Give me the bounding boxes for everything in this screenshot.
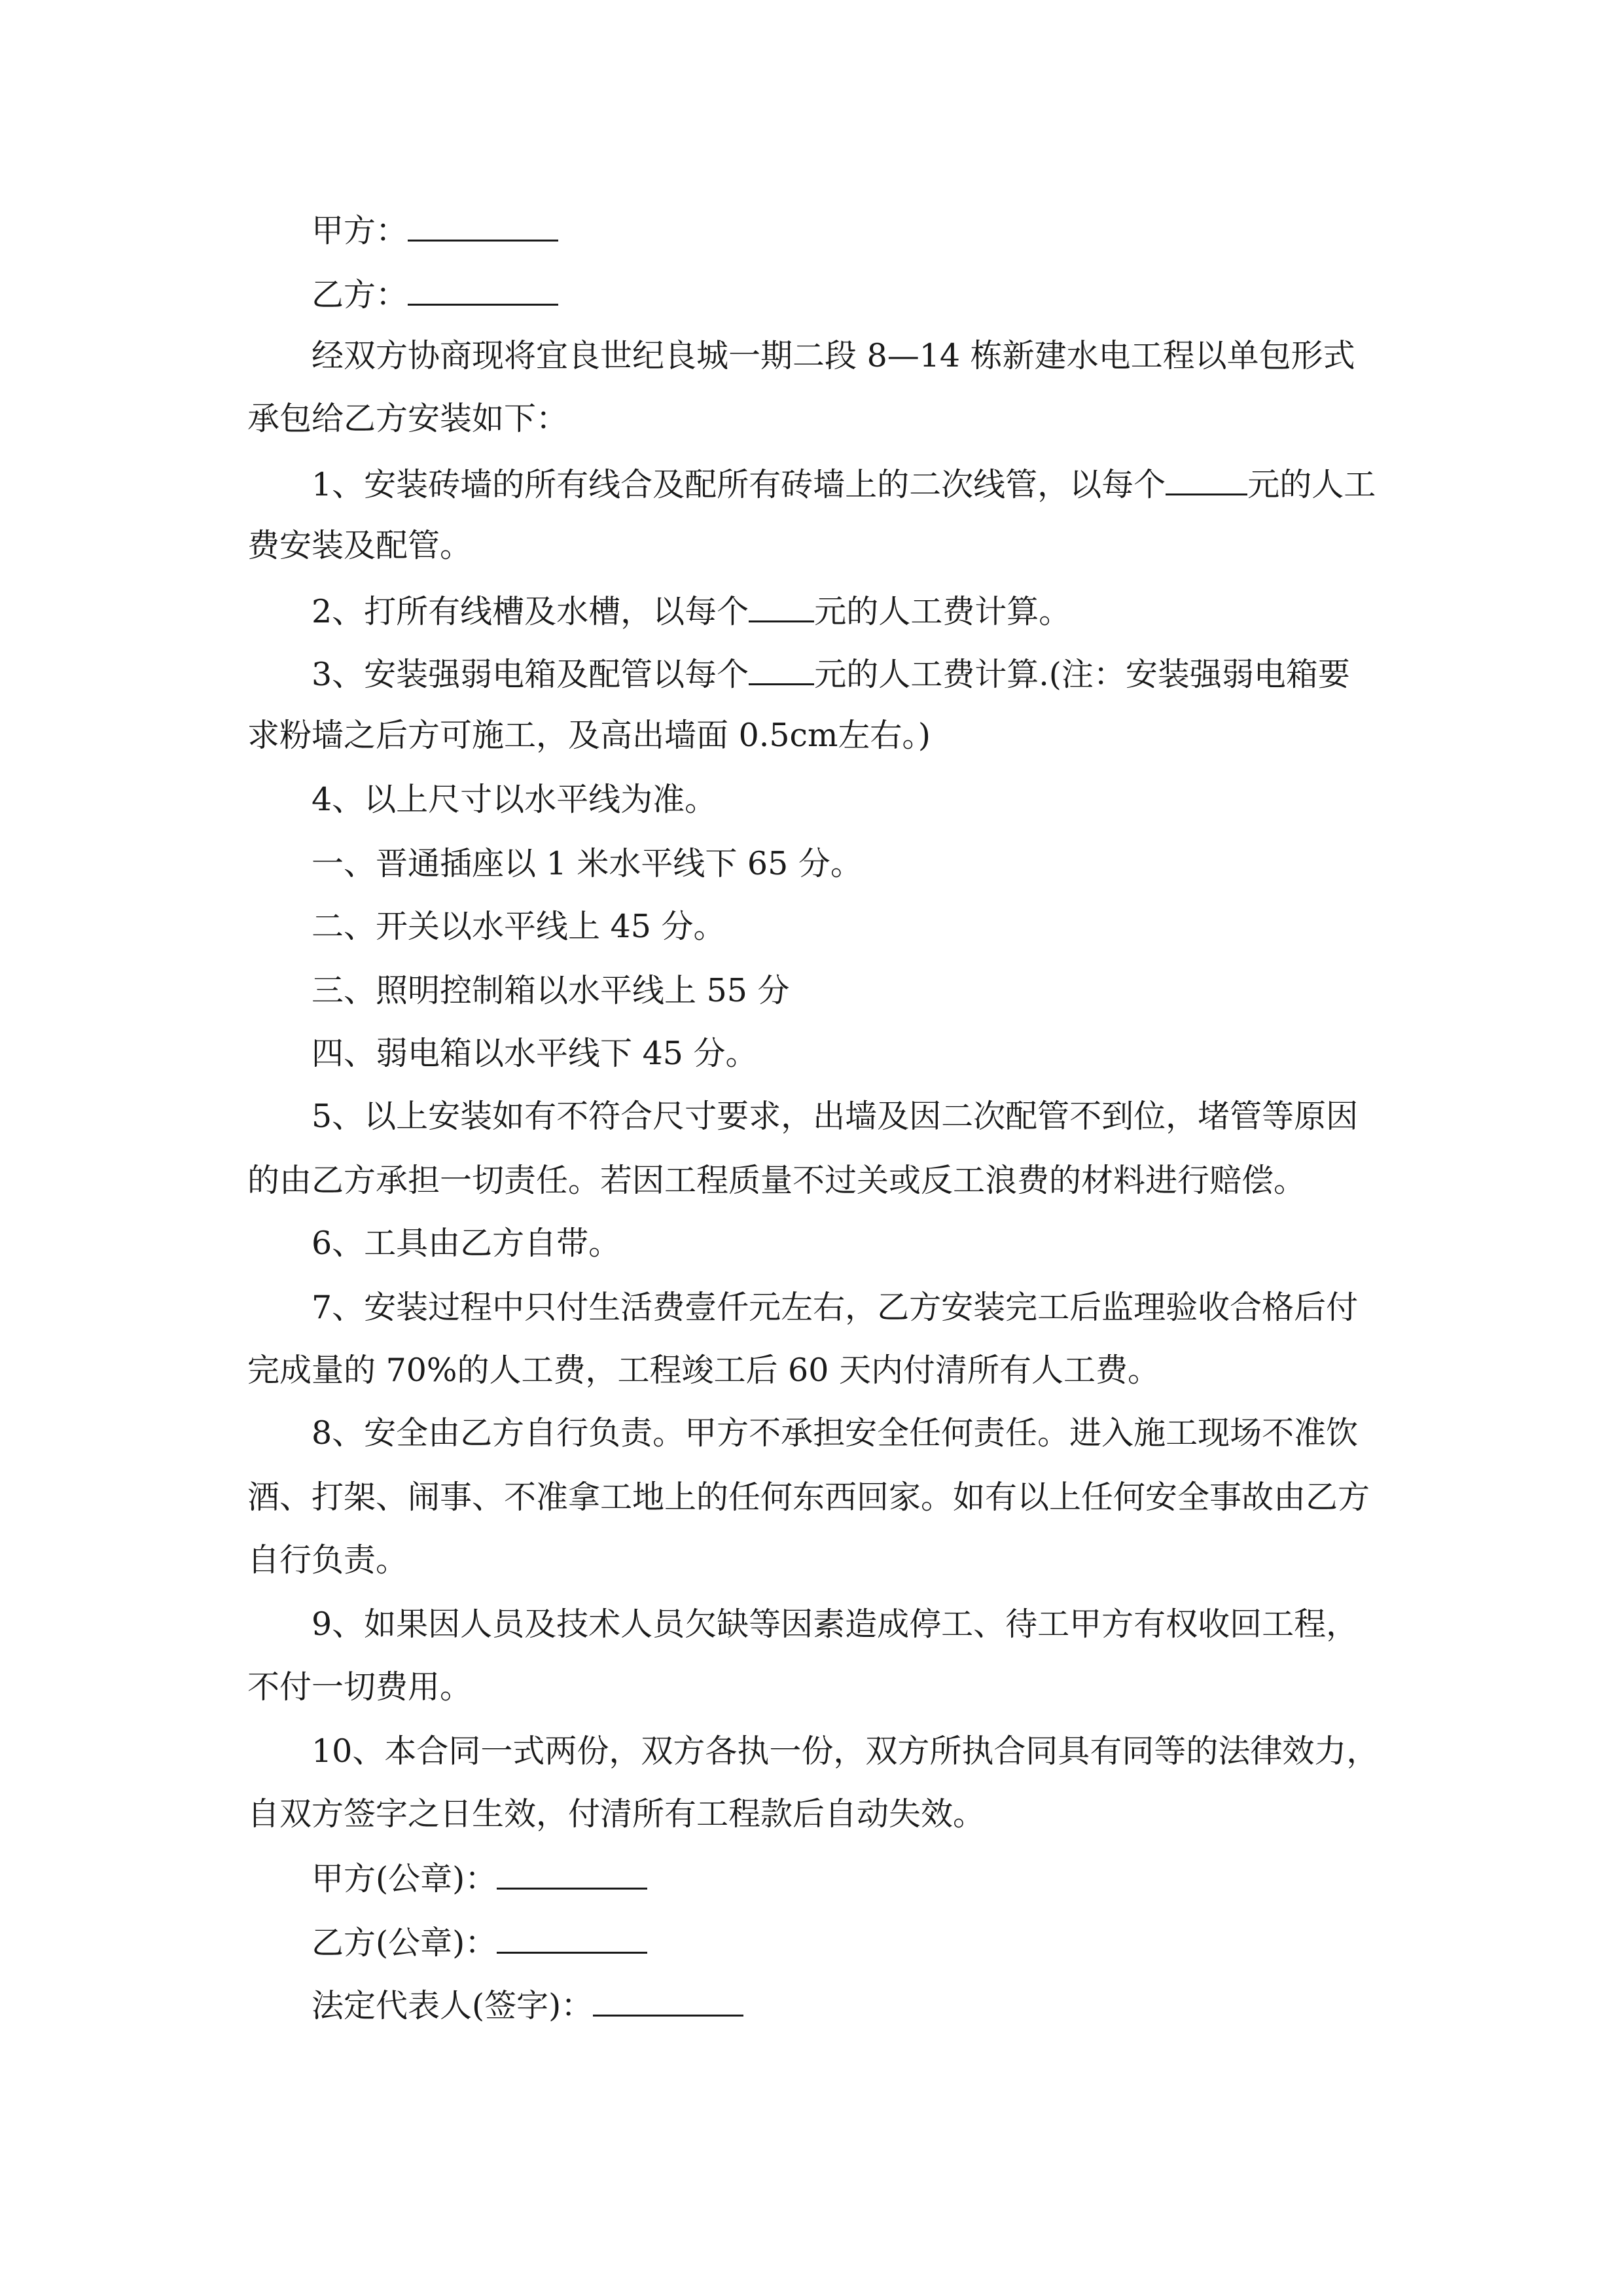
clause-2-text-b: 元的人工费计算。	[814, 593, 1071, 630]
sub-item-4: 四、弱电箱以水平线下 45 分。	[312, 1035, 758, 1072]
party-b-seal-label: 乙方(公章)：	[312, 1924, 497, 1962]
clause-1-line-2: 费安装及配管。	[247, 527, 473, 564]
intro-line-1: 经双方协商现将宜良世纪良城一期二段 8—14 栋新建水电工程以单包形式	[312, 337, 1355, 374]
clause-1-text-b: 元的人工	[1247, 466, 1376, 503]
clause-5-line-1: 5、以上安装如有不符合尺寸要求，出墙及因二次配管不到位，堵管等原因	[312, 1098, 1359, 1135]
party-a-line	[312, 209, 558, 249]
sub-item-3: 三、照明控制箱以水平线上 55 分	[312, 972, 790, 1009]
party-b-seal-line	[312, 1922, 647, 1961]
sub-item-2: 二、开关以水平线上 45 分。	[312, 908, 726, 945]
clause-10-line-1: 10、本合同一式两份，双方各执一份，双方所执合同具有同等的法律效力，	[312, 1732, 1379, 1770]
party-a-blank	[408, 209, 558, 242]
clause-2-blank	[749, 590, 814, 622]
party-b-seal-blank	[497, 1922, 647, 1954]
clause-1-line-1	[312, 463, 1376, 503]
clause-5-line-2: 的由乙方承担一切责任。若因工程质量不过关或反工浪费的材料进行赔偿。	[247, 1162, 1306, 1199]
clause-2-line	[312, 590, 1071, 630]
clause-4-line: 4、以上尺寸以水平线为准。	[312, 781, 717, 818]
clause-3-line-1	[312, 653, 1350, 692]
clause-8-line-3: 自行负责。	[247, 1541, 408, 1579]
clause-7-line-1: 7、安装过程中只付生活费壹仟元左右，乙方安装完工后监理验收合格后付	[312, 1289, 1359, 1326]
clause-1-text-a: 1、安装砖墙的所有线合及配所有砖墙上的二次线管，以每个	[312, 466, 1166, 503]
party-b-blank	[408, 274, 558, 306]
clause-10-line-2: 自双方签字之日生效，付清所有工程款后自动失效。	[247, 1795, 986, 1833]
legal-rep-blank	[593, 1984, 743, 2017]
clause-7-line-2: 完成量的 70%的人工费，工程竣工后 60 天内付清所有人工费。	[247, 1352, 1160, 1389]
party-a-seal-label: 甲方(公章)：	[312, 1860, 497, 1897]
clause-2-text-a: 2、打所有线槽及水槽，以每个	[312, 593, 749, 630]
clause-3-text-a: 3、安装强弱电箱及配管以每个	[312, 656, 749, 693]
sub-item-1: 一、晋通插座以 1 米水平线下 65 分。	[312, 845, 863, 882]
legal-rep-line	[312, 1984, 743, 2024]
clause-3-blank	[749, 653, 814, 685]
clause-9-line-2: 不付一切费用。	[247, 1668, 473, 1706]
party-a-seal-blank	[497, 1857, 647, 1890]
party-b-label: 乙方：	[312, 276, 408, 314]
clause-3-line-2: 求粉墙之后方可施工，及高出墙面 0.5cm左右。)	[247, 717, 931, 754]
party-a-label: 甲方：	[312, 212, 408, 249]
legal-rep-label: 法定代表人(签字)：	[312, 1987, 594, 2024]
intro-line-2: 承包给乙方安装如下：	[247, 400, 569, 437]
clause-8-line-1: 8、安全由乙方自行负责。甲方不承担安全任何责任。进入施工现场不准饮	[312, 1414, 1359, 1452]
clause-8-line-2: 酒、打架、闹事、不准拿工地上的任何东西回家。如有以上任何安全事故由乙方	[247, 1479, 1370, 1516]
party-a-seal-line	[312, 1857, 647, 1897]
clause-9-line-1: 9、如果因人员及技术人员欠缺等因素造成停工、待工甲方有权收回工程，	[312, 1605, 1359, 1643]
party-b-line	[312, 274, 558, 313]
clause-6-line: 6、工具由乙方自带。	[312, 1225, 621, 1262]
clause-3-text-b: 元的人工费计算.(注：安装强弱电箱要	[814, 656, 1350, 693]
clause-1-blank	[1166, 463, 1247, 495]
